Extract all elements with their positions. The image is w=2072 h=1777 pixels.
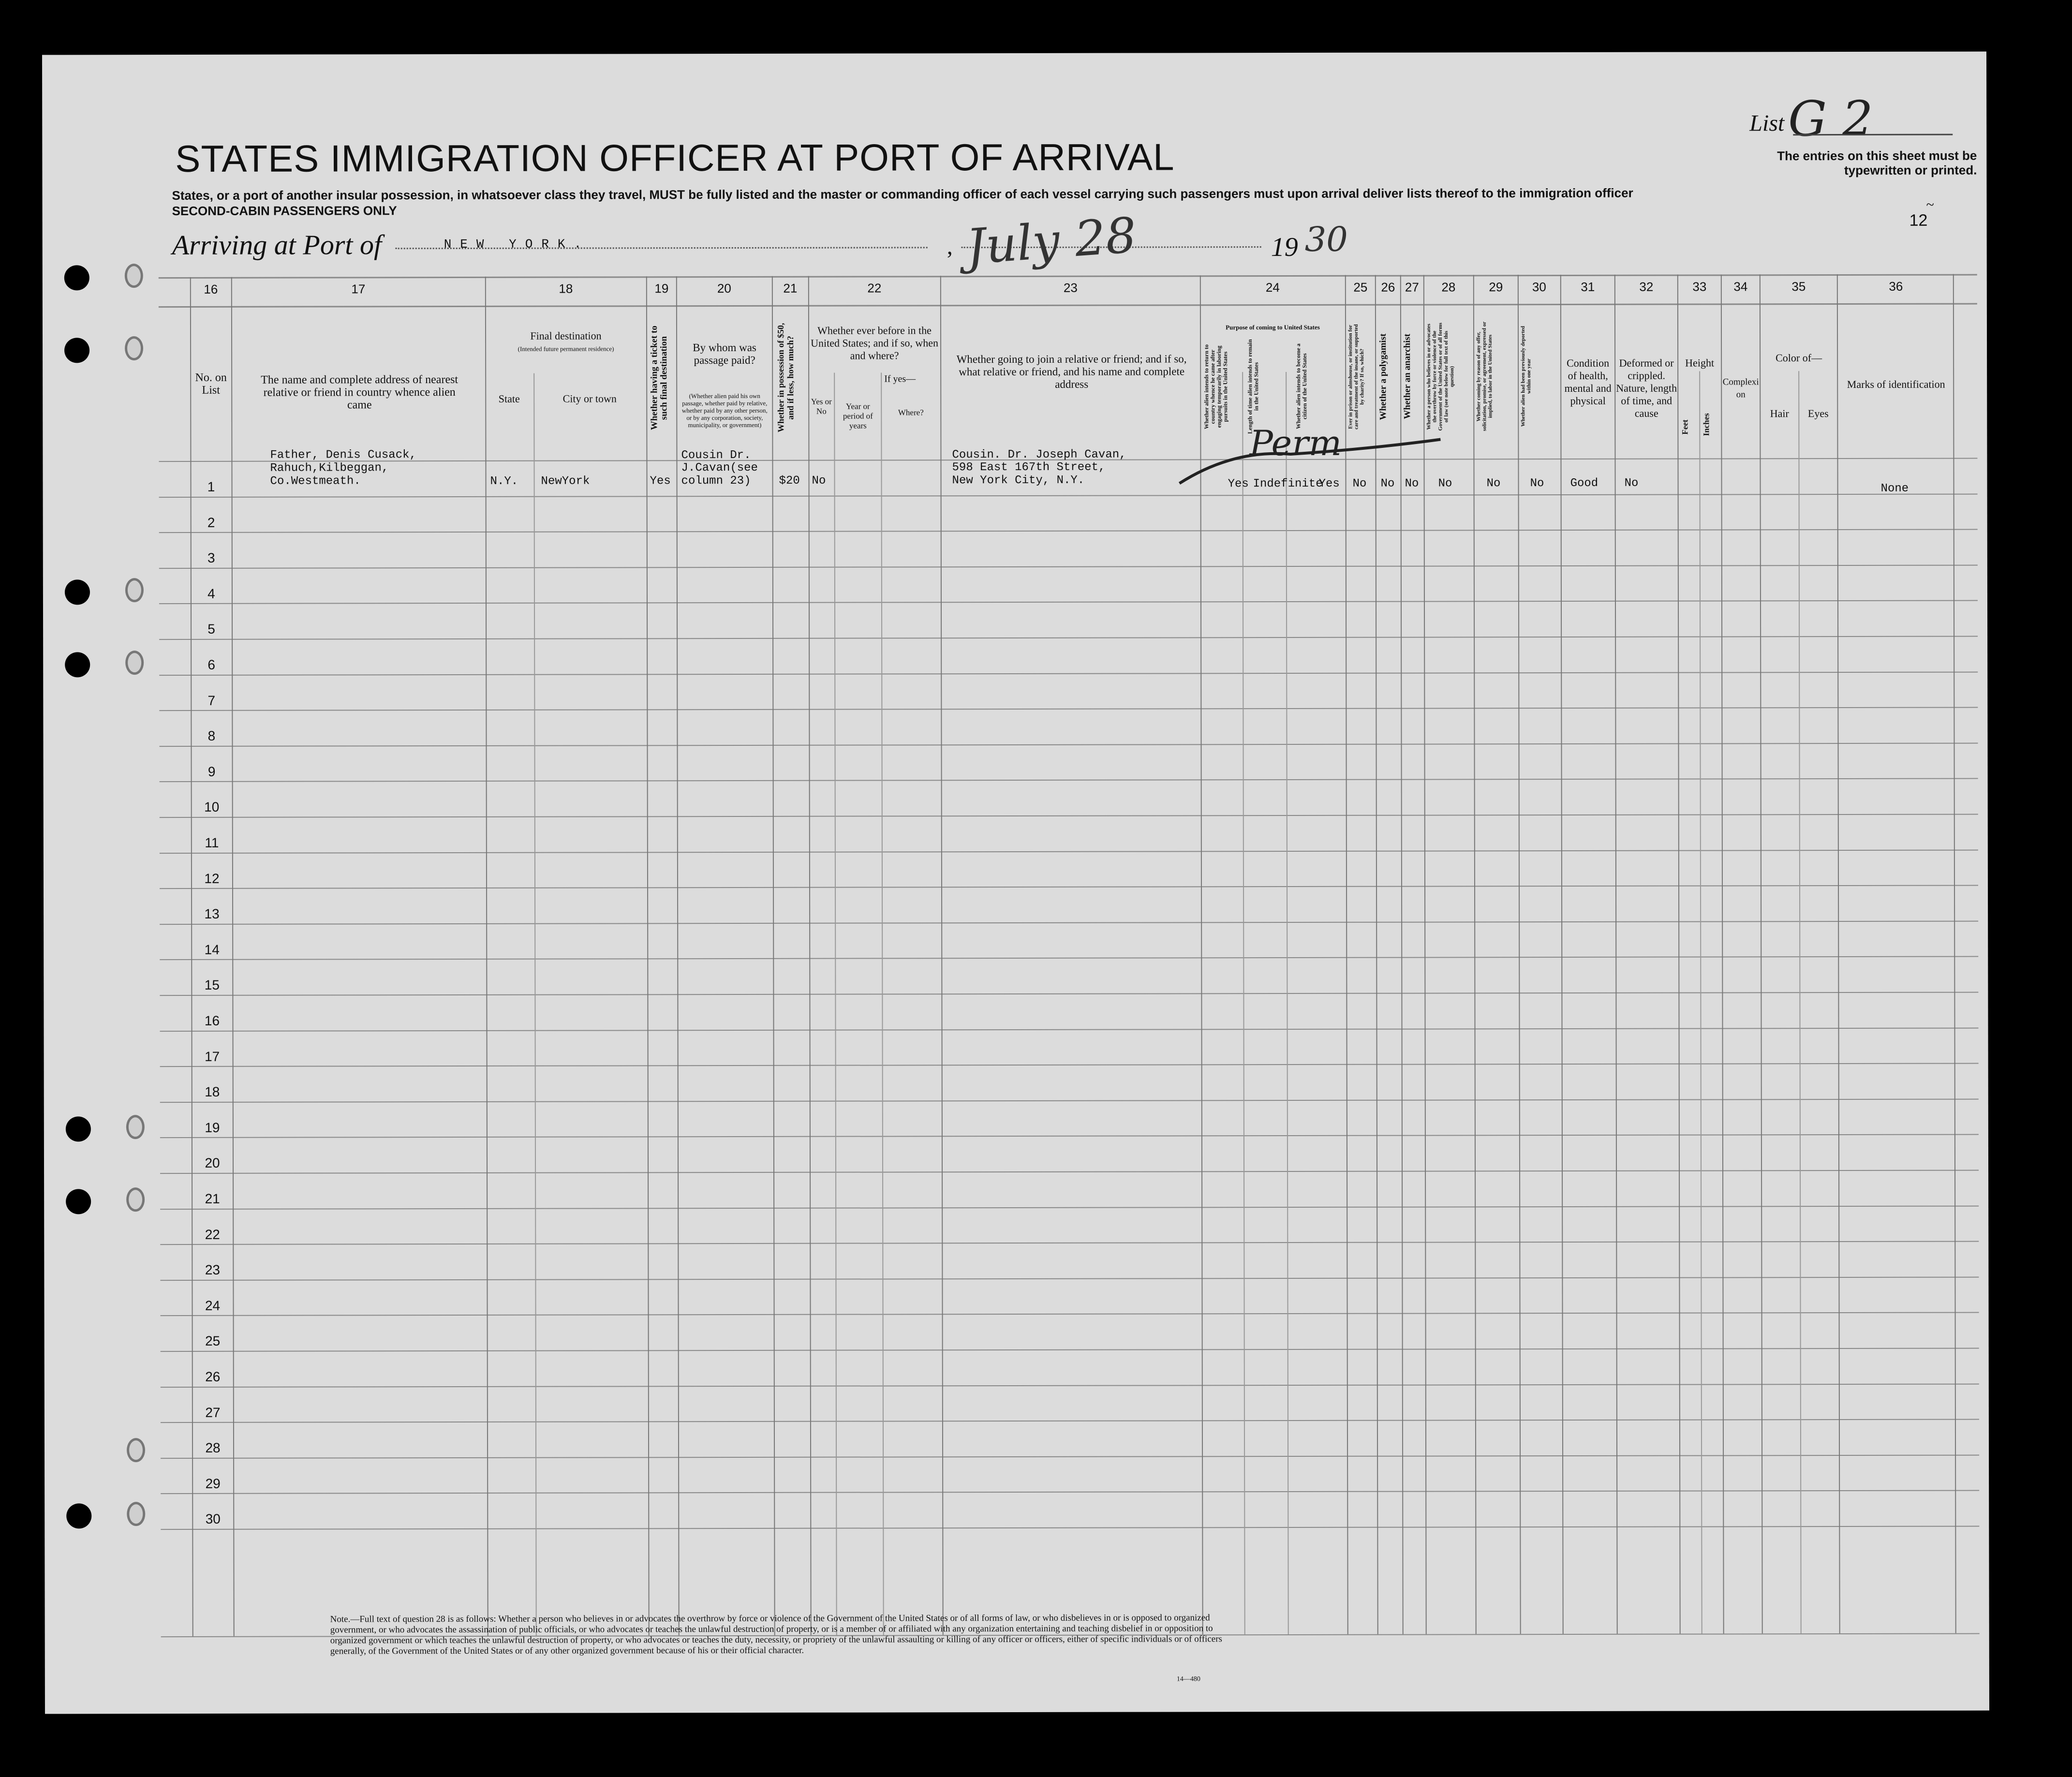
row-number: 19 [205,1120,220,1135]
header-height: Height [1685,356,1715,369]
row-line [161,1490,1979,1495]
row-number: 6 [207,657,216,672]
header-where: Where? [898,408,924,417]
row-number: 2 [207,515,215,530]
column-line [808,276,812,1635]
row-number: 20 [205,1155,220,1171]
list-underline [1793,134,1953,136]
marks-value: None [1880,482,1909,495]
row-number: 14 [204,942,220,957]
list-number: G 2 [1788,90,1873,148]
header-anarchist: Whether an anarchist [1402,334,1413,419]
row-number: 24 [205,1298,221,1313]
column-line [231,277,235,1636]
year-prefix: 19 [1271,232,1298,263]
col-number: 17 [351,281,366,296]
header-passage-paid: By whom was passage paid? [693,341,756,367]
header-state: State [498,392,520,405]
handwritten-annotation: Perm [1249,422,1342,464]
col-number: 35 [1791,279,1806,294]
column-line [1614,275,1618,1634]
header-purpose-return: Whether alien intends to return to country whence he came after engaging temporarily in laboring pursuits in the United States [1203,344,1229,429]
row-line [161,1454,1979,1459]
destination-city: NewYork [541,474,590,488]
polygamist-value: No [1380,477,1395,490]
row-line [160,814,1978,818]
col-number: 34 [1733,279,1748,294]
deformed-value: No [1624,476,1639,490]
row-lines [159,274,1977,278]
binder-ring [127,1438,145,1462]
manifest-table [159,274,1980,1637]
header-money: Whether in possession of $50, and if less, how much? [775,323,796,432]
subtitle-class: SECOND-CABIN PASSENGERS ONLY [172,203,397,219]
row-line [160,956,1978,961]
form-number: 14—480 [1176,1675,1200,1683]
arrival-date: July 28 [964,207,1139,276]
row-number: 1 [207,479,215,494]
sub-column-line [1798,371,1802,1633]
row-number: 23 [205,1262,220,1278]
row-line [161,1419,1979,1423]
column-line [1760,274,1763,1633]
page-title: STATES IMMIGRATION OFFICER AT PORT OF ARRIVAL [175,135,1175,180]
binder-ring [126,1115,145,1139]
sub-column-line [834,373,837,1635]
join-relative-name: Cousin. Dr. Joseph Cavan, [952,448,1126,462]
passage-paid-name: J.Cavan(see [681,461,758,475]
year-suffix: 30 [1304,219,1348,259]
sub-column-line [1286,372,1289,1634]
col-number: 25 [1353,280,1368,295]
binder-hole [64,338,89,363]
row-line [160,778,1978,783]
row-number: 4 [207,586,215,601]
sub-column-line [1699,371,1702,1634]
header-color-of: Color of— [1776,352,1822,364]
row-number: 26 [205,1369,221,1384]
row-line [160,1276,1979,1281]
header-health: Condition of health, mental and physical [1564,356,1612,407]
row-line [160,992,1978,996]
row-number: 7 [207,693,216,708]
before-in-us-value: No [812,474,826,488]
header-join-relative: Whether going to join a relative or friend; and if so, what relative or friend, and his name and complete address [956,353,1187,390]
row-number: 17 [205,1049,220,1064]
col-number: 31 [1581,279,1595,294]
column-line [772,276,775,1635]
binder-hole [66,1116,91,1141]
row-number: 3 [207,550,215,566]
arriving-port-label: Arriving at Port of [172,229,382,261]
row-number: 15 [204,977,220,993]
row-number: 16 [204,1013,220,1028]
row-number: 12 [204,871,220,886]
row-line [160,1134,1979,1139]
ticket-value: Yes [650,474,671,488]
row-line [161,1383,1979,1388]
col-number: 36 [1889,279,1903,294]
header-final-destination-note: (Intended future permanent residence) [518,345,614,353]
row-line [161,1348,1979,1352]
binder-hole [66,1189,91,1214]
purpose-return-value: Yes [1228,477,1249,491]
column-line [940,276,944,1635]
binder-hole [65,579,90,605]
row-line [160,1027,1979,1032]
labor-offer-value: No [1486,477,1501,490]
join-relative-city: New York City, N.Y. [952,474,1085,488]
row-line [159,707,1978,711]
row-line [159,600,1978,605]
row-line [161,1526,1979,1530]
header-yes-no: Yes or No [811,397,832,416]
header-purpose-length: Length of time alien intends to remain in the United States [1246,339,1260,434]
header-nearest-relative: The name and complete address of nearest relative or friend in country whence alien came [261,373,459,412]
row-number: 29 [205,1476,221,1491]
page-mark: 12 [1909,211,1928,230]
column-line [646,276,650,1635]
col-number: 19 [654,281,669,296]
binder-holes [42,51,1986,55]
anarchist-value: No [1405,477,1419,490]
binder-ring [127,1502,145,1526]
col-number: 20 [717,281,731,296]
list-label: List [1749,110,1785,136]
header-complexion: Complexion [1722,377,1759,400]
row-line [161,1312,1979,1317]
row-line [160,1063,1979,1067]
row-number: 5 [207,622,215,637]
tick-mark: ~ [1926,196,1934,213]
sub-column-line [881,372,884,1635]
row-line [160,742,1978,747]
arriving-port-value: NEW YORK. [444,237,591,252]
column-line [1953,274,1956,1633]
binder-ring [125,336,143,360]
overthrow-value: No [1438,477,1452,490]
header-final-destination: Final destination [530,329,602,342]
col-number: 30 [1532,280,1546,295]
binder-hole [64,265,89,290]
row-number: 18 [205,1084,220,1100]
row-line [160,1241,1979,1245]
header-if-yes: If yes— [884,373,916,385]
header-passage-paid-note: (Whether alien paid his own passage, whether paid by relative, whether paid by any other person, or by any corporation, society, municipality, or government) [681,392,768,429]
row-line [159,564,1978,569]
col-number: 29 [1489,280,1503,295]
destination-state: N.Y. [490,474,518,488]
col-number: 24 [1265,280,1280,295]
column-line [1837,274,1840,1633]
row-number: 11 [205,835,219,850]
passage-paid-by: Cousin Dr. [681,448,751,462]
header-deported: Whether alien had been previously deported within one year [1520,326,1532,427]
col-number: 23 [1063,280,1078,295]
header-list-number: No. on List [195,371,227,397]
row-line [160,1098,1979,1103]
column-line [1473,275,1477,1634]
row-line [160,1170,1979,1174]
row-line [159,529,1978,533]
manifest-sheet [42,51,1989,1714]
prison-value: No [1352,477,1367,490]
health-value: Good [1570,476,1598,490]
sub-column-line [533,373,537,1636]
column-line [1518,275,1521,1634]
col-number: 22 [867,281,882,296]
header-before-in-us: Whether ever before in the United States; and if so, when and where? [811,324,939,362]
row-line [159,274,1977,279]
binder-ring [125,651,144,675]
row-line [160,885,1978,889]
footer-note: Note.—Full text of question 28 is as follows: Whether a person who believes in or advocates the overthrow by force or violence of the Government of the United States or of all forms of law, or who disbelieves in or is opposed to organized government, or who advocates the assassination of public officials, or who advocates or teaches the unlawful destruction of property, or is a member of or affiliated with any organization entertaining and teaching disbelief in or opposition to organized government or which teaches the unlawful destruction of property, or who advocates or teaches the duty, necessity, or propriety of the unlawful assaulting or killing of any officer or officers, either of specific individuals or of officers generally, of the Government of the United States or of any other organized government because of his or their official character. [330,1613,1222,1657]
deported-value: No [1530,477,1544,490]
header-prison: Ever in prison or almshouse, or institution for care and treatment of the insane, or supported by charity? If so, which? [1347,324,1365,429]
row-number: 30 [205,1511,221,1527]
relative-address: Rahuch,Kilbeggan, [270,461,389,475]
row-line [159,636,1978,640]
column-line [485,277,488,1636]
money-value: $20 [779,474,800,488]
row-number: 28 [205,1440,221,1456]
row-line [160,1205,1979,1210]
binder-hole [65,652,90,677]
entries-note: The entries on this sheet must be typewritten or printed. [1777,148,1977,178]
row-number: 27 [205,1405,221,1420]
relative-name: Father, Denis Cusack, [270,448,416,462]
column-line [1677,275,1681,1634]
binder-ring [125,264,143,288]
col-number: 16 [204,281,218,296]
header-purpose: Purpose of coming to United States [1226,323,1320,331]
header-deformed: Deformed or crippled. Nature, length of time, and cause [1616,356,1677,419]
comma: , [947,234,953,260]
binder-ring [125,578,144,602]
row-number: 25 [205,1333,221,1349]
subtitle-line: States, or a port of another insular possession, in whatsoever class they travel, MUST be fully listed and the master or commanding officer of each vessel carrying such passengers must upon arrival deliver lists thereof to the immigration officer [172,185,1633,203]
header-overthrow: Whether a person who believes in or advocates the overthrow by force or violence of the Government of the United States or of all forms of law (see note below for full text of this question) [1425,322,1455,431]
row-number: 21 [205,1191,220,1206]
join-relative-street: 598 East 167th Street, [952,460,1106,474]
column-line [1560,275,1564,1634]
header-inches: Inches [1702,413,1711,436]
header-ticket: Whether having a ticket to such final destination [649,326,669,430]
header-city: City or town [562,392,617,405]
col-number: 27 [1405,280,1419,295]
row-number: 13 [204,906,220,922]
header-hair: Hair [1770,407,1789,420]
row-number: 10 [204,800,220,815]
col-number: 33 [1692,279,1707,294]
col-number: 26 [1381,280,1395,295]
col-number: 21 [783,281,798,296]
purpose-length-value: Indefinite [1253,477,1323,491]
col-number: 28 [1441,280,1456,295]
passage-paid-note: column 23) [681,474,751,488]
row-line [159,671,1978,676]
binder-hole [66,1503,91,1528]
row-line [160,920,1978,925]
column-line [676,276,680,1635]
header-year: Year or period of years [843,401,873,430]
header-polygamist: Whether a polygamist [1378,333,1389,420]
header-feet: Feet [1680,419,1690,435]
header-purpose-citizen: Whether alien intends to become a citizen of the United States [1295,343,1308,429]
col-number: 18 [559,281,573,296]
header-labor-offer: Whether coming by reason of any offer, solicitation, promise, or agreement, expressed or implied, to labor in the United States [1476,322,1494,431]
row-line [159,303,1977,308]
binder-ring [126,1187,145,1212]
header-eyes: Eyes [1807,407,1829,420]
subtitle [172,185,1768,219]
col-number: 32 [1639,279,1654,294]
column-line [1721,274,1724,1633]
row-number: 9 [207,764,216,779]
row-line [159,493,1978,498]
row-line [160,849,1978,854]
row-number: 22 [205,1227,220,1242]
relative-county: Co.Westmeath. [270,474,361,488]
purpose-citizen-value: Yes [1318,477,1340,490]
sub-column-line [1242,372,1245,1634]
header-marks: Marks of identification [1847,378,1945,390]
row-number: 8 [207,728,216,744]
